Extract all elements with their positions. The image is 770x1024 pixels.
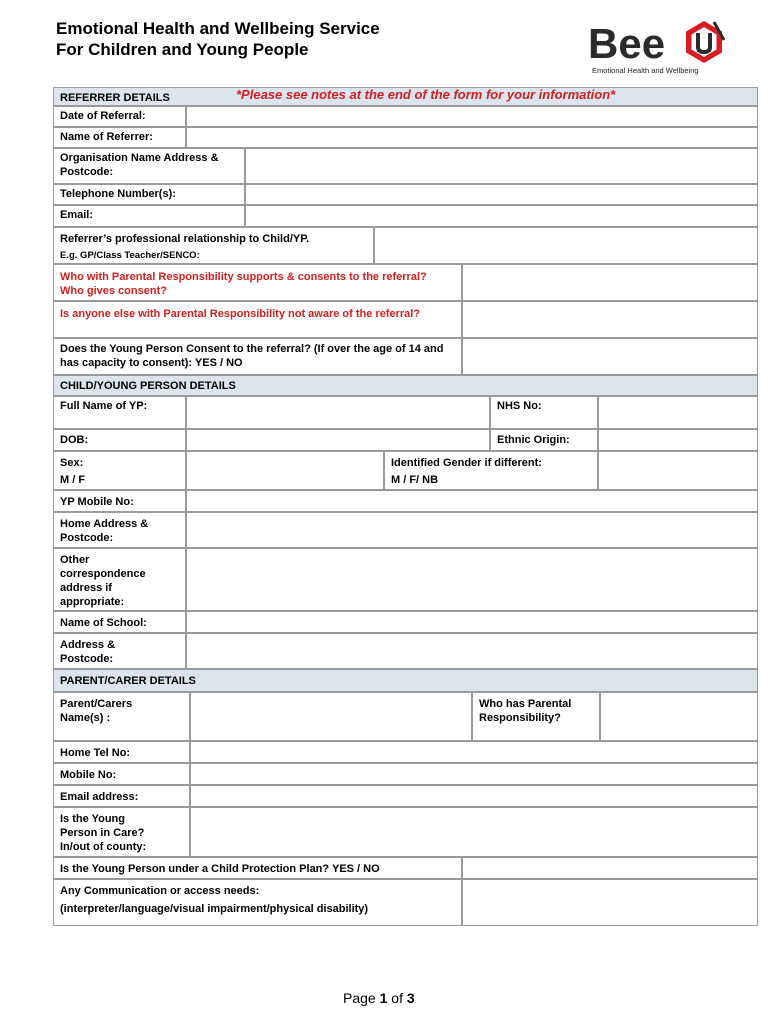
logo-subtitle: Emotional Health and Wellbeing xyxy=(592,66,699,75)
parent-mobile-input[interactable] xyxy=(190,763,758,785)
communication-label: Any Communication or access needs: xyxy=(60,885,260,897)
school-address-label: Address & Postcode: xyxy=(53,633,186,669)
not-aware-label: Is anyone else with Parental Responsibility not aware of the referral? xyxy=(53,301,462,338)
communication-example: (interpreter/language/visual impairment/physical disability) xyxy=(60,903,369,915)
title-line-1: Emotional Health and Wellbeing Service xyxy=(56,19,380,38)
sex-input[interactable] xyxy=(186,451,384,490)
gender-label-cell xyxy=(384,451,598,490)
referrer-email-input[interactable] xyxy=(245,205,758,227)
yp-consent-input[interactable] xyxy=(462,338,758,375)
yp-mobile-input[interactable] xyxy=(186,490,758,512)
of-word: of xyxy=(391,990,403,1006)
parent-names-label: Parent/Carers Name(s) : xyxy=(53,692,190,741)
parent-names-input[interactable] xyxy=(190,692,472,741)
other-address-input[interactable] xyxy=(186,548,758,611)
school-name-input[interactable] xyxy=(186,611,758,633)
in-care-label: Is the Young Person in Care? In/out of county: xyxy=(53,807,190,857)
gender-input[interactable] xyxy=(598,451,758,490)
name-of-referrer-input[interactable] xyxy=(186,127,758,148)
full-name-label: Full Name of YP: xyxy=(53,396,186,429)
yp-mobile-label: YP Mobile No: xyxy=(53,490,186,512)
telephone-input[interactable] xyxy=(245,184,758,205)
consent-input[interactable] xyxy=(462,264,758,301)
nhs-label: NHS No: xyxy=(490,396,598,429)
relationship-input[interactable] xyxy=(374,227,758,264)
sex-label-cell xyxy=(53,451,186,490)
gender-options: M / F/ NB xyxy=(391,474,439,486)
relationship-label xyxy=(53,227,374,264)
parent-mobile-label: Mobile No: xyxy=(53,763,190,785)
title-line-2: For Children and Young People xyxy=(56,40,309,59)
date-of-referral-input[interactable] xyxy=(186,106,758,127)
sex-label: Sex: xyxy=(60,457,84,469)
home-tel-label: Home Tel No: xyxy=(53,741,190,763)
telephone-label: Telephone Number(s): xyxy=(53,184,245,205)
gender-label: Identified Gender if different: xyxy=(391,457,542,469)
child-section-title: CHILD/YOUNG PERSON DETAILS xyxy=(60,380,236,392)
sex-options: M / F xyxy=(60,474,86,486)
dob-input[interactable] xyxy=(186,429,490,451)
home-address-label: Home Address & Postcode: xyxy=(53,512,186,548)
page-total: 3 xyxy=(406,990,415,1006)
parent-section-title: PARENT/CARER DETAILS xyxy=(60,675,196,687)
home-address-input[interactable] xyxy=(186,512,758,548)
home-tel-input[interactable] xyxy=(190,741,758,763)
svg-text:Bee: Bee xyxy=(588,20,666,67)
form-title xyxy=(56,18,380,60)
referrer-email-label: Email: xyxy=(53,205,245,227)
yp-consent-label: Does the Young Person Consent to the referral? (If over the age of 14 and has capacity to consent): YES / NO xyxy=(53,338,462,375)
parent-email-input[interactable] xyxy=(190,785,758,807)
page-word: Page xyxy=(343,990,376,1006)
dob-label: DOB: xyxy=(53,429,186,451)
consent-label: Who with Parental Responsibility supports & consents to the referral? Who gives consent? xyxy=(53,264,462,301)
page-number xyxy=(343,990,415,1006)
form-note: *Please see notes at the end of the form for your information* xyxy=(236,87,616,102)
school-name-label: Name of School: xyxy=(53,611,186,633)
communication-label-cell xyxy=(53,879,462,926)
page-current: 1 xyxy=(379,990,388,1006)
ethnic-origin-input[interactable] xyxy=(598,429,758,451)
protection-plan-input[interactable] xyxy=(462,857,758,879)
parent-section-header xyxy=(53,669,758,692)
protection-plan-label: Is the Young Person under a Child Protection Plan? YES / NO xyxy=(53,857,462,879)
communication-input[interactable] xyxy=(462,879,758,926)
child-section-header xyxy=(53,375,758,396)
date-of-referral-label: Date of Referral: xyxy=(53,106,186,127)
nhs-input[interactable] xyxy=(598,396,758,429)
parent-email-label: Email address: xyxy=(53,785,190,807)
relationship-example: E.g. GP/Class Teacher/SENCO: xyxy=(60,250,200,261)
school-address-input[interactable] xyxy=(186,633,758,669)
other-address-label: Other correspondence address if appropriate: xyxy=(53,548,186,611)
referrer-section-title: REFERRER DETAILS xyxy=(60,92,170,104)
organisation-label: Organisation Name Address & Postcode: xyxy=(53,148,245,184)
name-of-referrer-label: Name of Referrer: xyxy=(53,127,186,148)
in-care-input[interactable] xyxy=(190,807,758,857)
parental-responsibility-label: Who has Parental Responsibility? xyxy=(472,692,600,741)
not-aware-input[interactable] xyxy=(462,301,758,338)
parental-responsibility-input[interactable] xyxy=(600,692,758,741)
relationship-question: Referrer’s professional relationship to Child/YP. xyxy=(60,233,310,245)
ethnic-origin-label: Ethnic Origin: xyxy=(490,429,598,451)
full-name-input[interactable] xyxy=(186,396,490,429)
organisation-input[interactable] xyxy=(245,148,758,184)
